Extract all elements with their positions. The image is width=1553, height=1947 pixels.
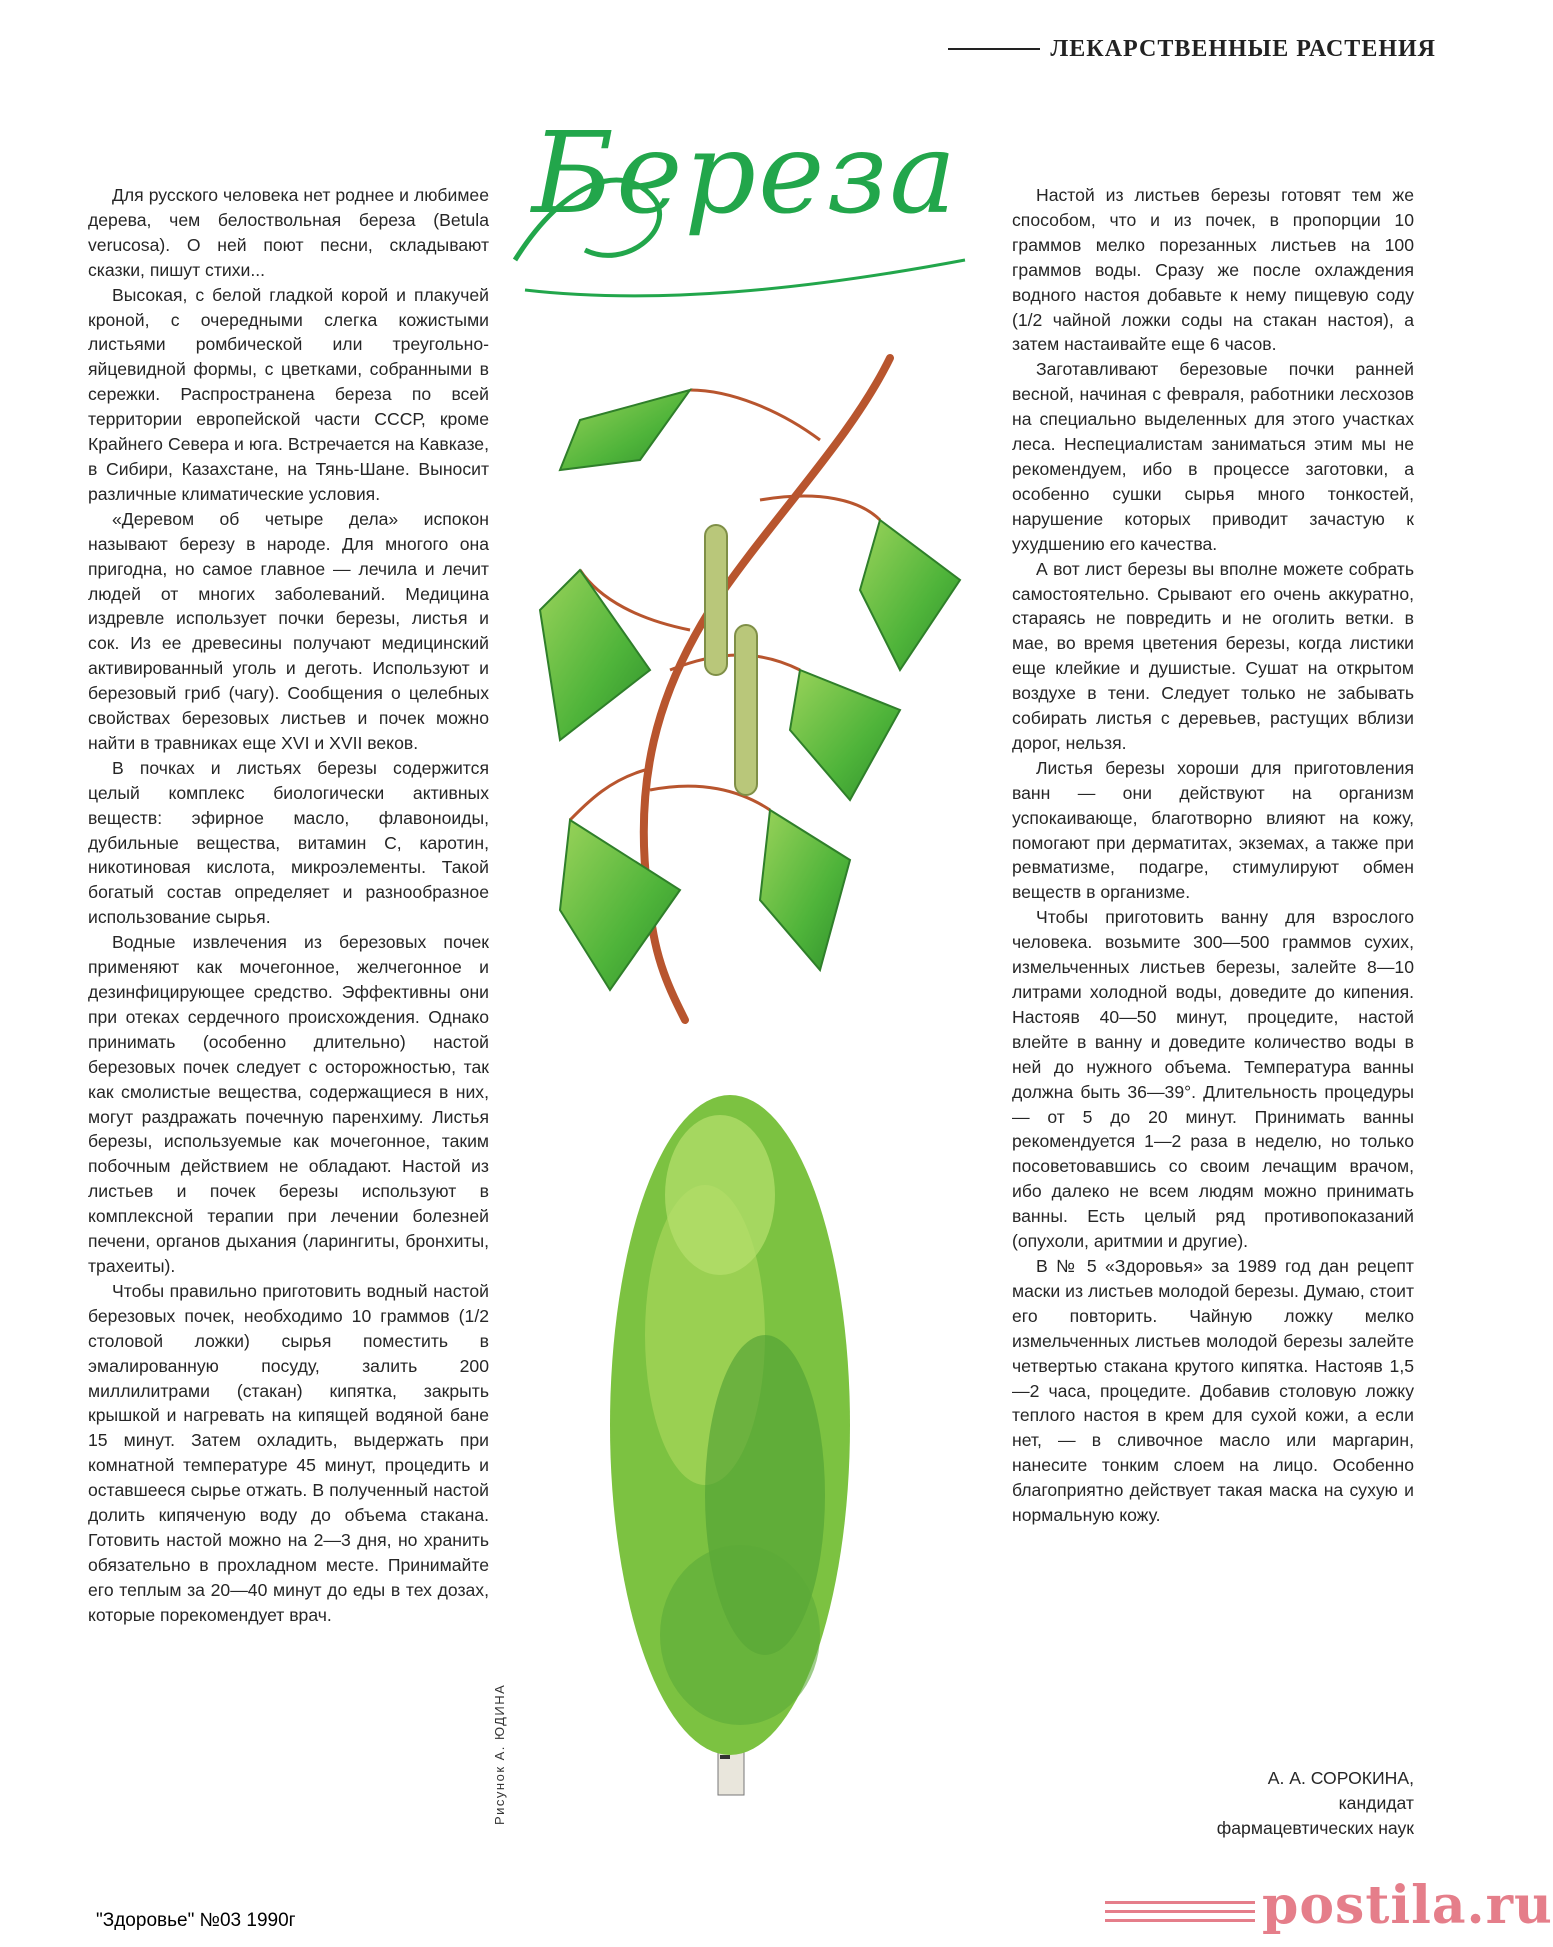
birch-leaf	[540, 570, 650, 740]
right-paragraph-2: Заготавливают березовые почки ранней весной, начиная с февраля, работники лесхозов на специально выделенных для этого участках леса. Неспециалистам заниматься этим мы не рекомендуем, ибо в процессе заготовки, а особенно сушки сырья много тонкостей, нарушение которых приводит зачастую к ухудшению его качества.	[1012, 359, 1414, 554]
birch-leaf	[560, 390, 690, 470]
birch-tree-illustration	[600, 1075, 860, 1835]
birch-leaf	[760, 810, 850, 970]
source-caption: "Здоровье" №03 1990г	[96, 1910, 296, 1931]
left-paragraph-6: Чтобы правильно приготовить водный настой березовых почек, необходимо 10 граммов (1/2 столовой ложки) сырья поместить в эмалированную посуду, залить 200 миллилитрами (стакан) кипятка, закрыть крышкой и нагревать на кипящей водяной бане 15 минут. Затем охладить, выдержать при комнатной температуре 45 минут, процедить и оставшееся сырье отжать. В полученный настой долить кипяченую воду до объема стакана. Готовить настой можно на 2—3 дня, но хранить обязательно в прохладном месте. Принимайте его теплым за 20—40 минут до еды в тех дозах, которые порекомендует врач.	[88, 1280, 489, 1625]
branch-stem	[644, 358, 890, 1020]
catkin	[705, 525, 727, 675]
left-text-column	[88, 183, 489, 1628]
right-paragraph-6: В № 5 «Здоровья» за 1989 год дан рецепт маски из листьев молодой березы. Думаю, стоит его повторить. Чайную ложку мелко измельченных листьев молодой березы залейте четвертью стакана крутого кипятка. Настояв 1,5—2 часа, процедите. Добавив столовую ложку теплого настоя в крем для сухой кожи, а если нет, — в сливочное масло или маргарин, нанесите тонким слоем на лицо. Особенно благоприятно действует такая маска на сухую и нормальную кожу.	[1012, 1255, 1414, 1526]
left-paragraph-5: Водные извлечения из березовых почек применяют как мочегонное, желчегонное и дезинфицирующее средство. Эффективны они при отеках сердечного происхождения. Однако принимать (особенно длительно) настой березовых почек следует с осторожностью, так как смолистые вещества, содержащиеся в них, могут раздражать почечную паренхиму. Листья березы, используемые как мочегонное, таким побочным действием не обладают. Настой из листьев и почек березы используют в комплексной терапии при лечении болезней печени, органов дыхания (ларингиты, бронхиты, трахеиты).	[88, 932, 489, 1276]
right-paragraph-4: Листья березы хороши для приготовления ванн — они действуют на организм успокаивающе, благотворно влияют на кожу, помогают при дерматитах, экземах, а также при ревматизме, подагре, стимулируют обмен веществ в организме.	[1012, 757, 1414, 903]
right-paragraph-3: А вот лист березы вы вполне можете собрать самостоятельно. Срывают его очень аккуратно, стараясь не повредить и не оголить ветки. в мае, во время цветения березы, когда листики еще клейкие и душистые. Сушат на открытом воздухе в тени. Следует только не забывать собирать листья с деревьев, растущих вблизи дорог, нельзя.	[1012, 558, 1414, 753]
catkin	[735, 625, 757, 795]
right-paragraph-1: Настой из листьев березы готовят тем же способом, что и из почек, в пропорции 10 граммов мелко порезанных листьев на 100 граммов воды. Сразу же после охлаждения водного настоя добавьте к нему пищевую соду (1/2 чайной ложки соды на стакан настоя), а затем настаивайте еще 6 часов.	[1012, 185, 1414, 355]
birch-branch-illustration	[520, 350, 980, 1070]
article-title: Береза	[531, 109, 959, 239]
birch-leaf	[790, 670, 900, 800]
watermark-logo: postila.ru	[1262, 1875, 1553, 1936]
birch-leaf	[860, 520, 960, 670]
left-paragraph-3: «Деревом об четыре дела» испокон называют березу в народе. Для многого она пригодна, но самое главное — лечила и лечит людей от многих заболеваний. Медицина издревле использует почки березы, листья и сок. Из ее древесины получают медицинский активированный уголь и деготь. Используют и березовый гриб (чагу). Сообщения о целебных свойствах березовых листьев и почек можно найти в травниках еще XVI и XVII веков.	[88, 508, 489, 753]
right-text-column	[1012, 183, 1414, 1528]
left-paragraph-4: В почках и листьях березы содержится целый комплекс биологически активных веществ: эфирное масло, флавоноиды, дубильные вещества, витамин С, каротин, никотиновая кислота, микроэлементы. Такой богатый состав определяет и разнообразное использование сырья.	[88, 757, 489, 928]
author-signature	[1217, 1766, 1414, 1841]
watermark-stripes	[1105, 1893, 1255, 1933]
author-name: А. А. СОРОКИНА,	[1267, 1768, 1414, 1788]
left-paragraph-2: Высокая, с белой гладкой корой и плакучей кроной, с очередными слегка кожистыми листьями ромбической или треугольно-яйцевидной формы, с цветками, собранными в сережки. Распространена береза по всей территории европейской части СССР, кроме Крайнего Севера и юга. Встречается на Кавказе, в Сибири, Казахстане, на Тянь-Шане. Выносит различные климатические условия.	[88, 284, 489, 504]
twig	[690, 390, 820, 440]
author-degree: кандидат	[1338, 1793, 1414, 1813]
section-title: ЛЕКАРСТВЕННЫЕ РАСТЕНИЯ	[1040, 36, 1436, 63]
left-paragraph-1: Для русского человека нет роднее и любимее дерева, чем белоствольная береза (Betula verucosa). О ней поют песни, складывают сказки, пишут стихи...	[88, 185, 489, 280]
twig	[570, 770, 645, 820]
author-field: фармацевтических наук	[1216, 1818, 1414, 1838]
right-paragraph-5: Чтобы приготовить ванну для взрослого человека. возьмите 300—500 граммов сухих, измельченных листьев березы, залейте 8—10 литрами холодной воды, доведите до кипения. Настояв 40—50 минут, процедите, настой влейте в ванну и доведите количество воды в ней до нужного объема. Температура ванны должна быть 36—39°. Длительность процедуры — от 5 до 20 минут. Принимать ванны рекомендуется 1—2 раза в неделю, но только посоветовавшись со своим лечащим врачом, ибо далеко не всем людям можно принимать ванны. Есть целый ряд противопоказаний (опухоли, аритмии и другие).	[1012, 907, 1414, 1252]
illustration-credit: Рисунок А. ЮДИНА	[492, 1683, 507, 1825]
